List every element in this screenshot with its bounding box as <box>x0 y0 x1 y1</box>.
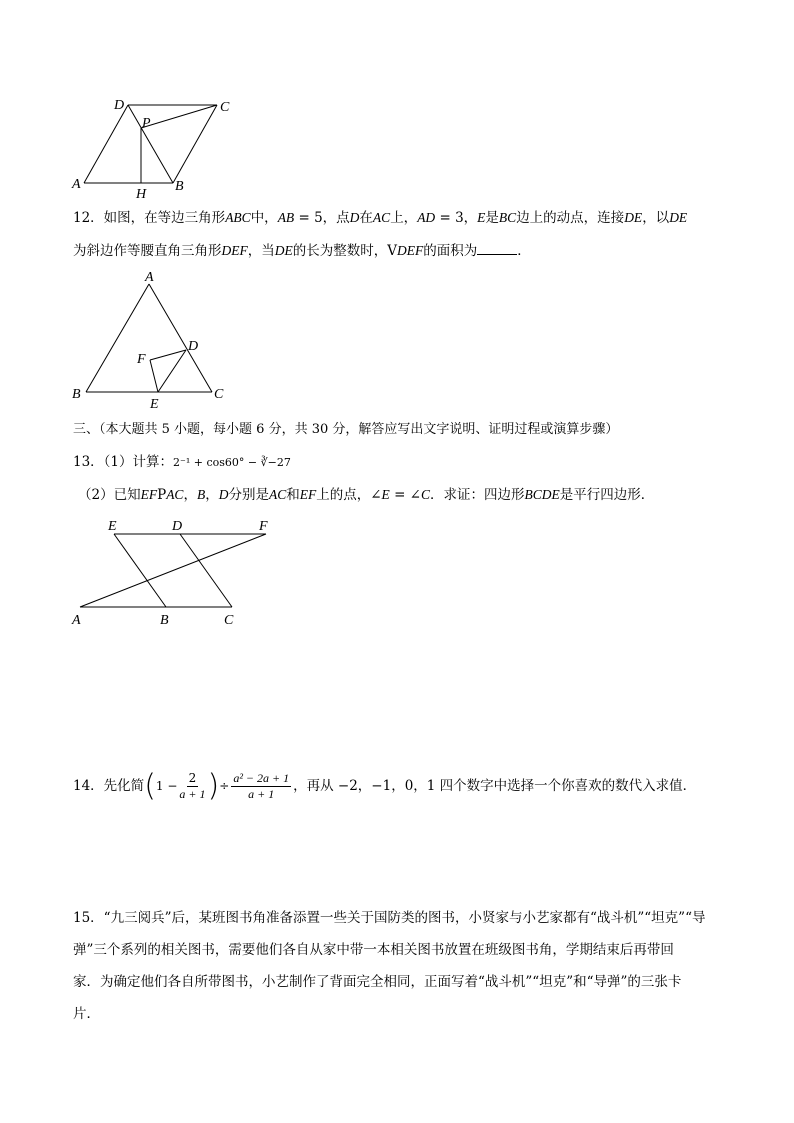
q14-fraction-1: $\frac{2}{a + 1}$ <box>179 771 206 801</box>
q11-figure <box>60 92 250 202</box>
q12-label-d: D <box>188 339 199 354</box>
q12-figure <box>64 268 244 413</box>
q11-label-d: D <box>114 98 125 113</box>
q13-part1: 13．（1）计算：2⁻¹ + cos60° − ∛−27 <box>73 454 291 470</box>
q12-label-e: E <box>150 397 159 412</box>
q12-label-a: A <box>145 270 154 285</box>
q13-label-b: B <box>160 613 169 628</box>
q11-label-p: P <box>142 116 151 131</box>
q11-label-h: H <box>136 187 147 202</box>
q12-line1: 12．如图，在等边三角形ABC中，AB = 5，点D在AC上，AD = 3，E是BC边上的动点，连接DE，以DE <box>73 210 688 226</box>
q15-line3: 家．为确定他们各自所带图书，小艺制作了背面完全相同，正面写着“战斗机”“坦克”和“导弹”的三张卡 <box>73 974 682 990</box>
q14-fraction-2: $\frac{\text{a² − 2a + 1}}{a + 1}$ <box>233 771 290 801</box>
q15-line4: 片． <box>73 1006 100 1022</box>
q11-label-c: C <box>220 100 230 115</box>
section-3-heading: 三、（本大题共 5 小题，每小题 6 分，共 30 分，解答应写出文字说明、证明过程或演算步骤） <box>73 422 619 437</box>
q13-expression: 2⁻¹ + cos60° − ∛−27 <box>173 456 291 469</box>
q14-right-paren: ) <box>207 768 220 804</box>
q11-label-b: B <box>175 179 184 194</box>
q12-label-b: B <box>72 387 81 402</box>
q13-figure <box>62 514 282 632</box>
q13-label-a: A <box>72 613 81 628</box>
q13-label-d: D <box>172 519 183 534</box>
q13-part2: （2）已知EFPAC，B，D分别是AC和EF上的点，∠E = ∠C．求证：四边形BCDE是平行四边形． <box>78 487 655 503</box>
q13-label-e: E <box>108 519 117 534</box>
q12-label-c: C <box>214 387 224 402</box>
q14: 14．先化简(1 − $\frac{2}{a + 1}$ )÷ $\frac{\text{a² − 2a + 1}}{a + 1}$ ，再从 −2，−1，0，1 四个数字中选择一个你喜欢的数代入求值． <box>73 768 697 804</box>
q13-label-c: C <box>224 613 234 628</box>
q11-label-a: A <box>72 177 81 192</box>
q12-line2: 为斜边作等腰直角三角形DEF，当DE的长为整数时，VDEF的面积为 ． <box>73 243 531 259</box>
q15-line2: 弹”三个系列的相关图书，需要他们各自从家中带一本相关图书放置在班级图书角，学期结束后再带回 <box>73 942 674 958</box>
q12-label-f: F <box>137 352 146 367</box>
q15-line1: 15．“九三阅兵”后，某班图书角准备添置一些关于国防类的图书，小贤家与小艺家都有“战斗机”“坦克”“导 <box>73 910 706 926</box>
answer-blank <box>477 241 517 255</box>
q14-left-paren: ( <box>144 768 156 804</box>
q13-label-f: F <box>259 519 268 534</box>
